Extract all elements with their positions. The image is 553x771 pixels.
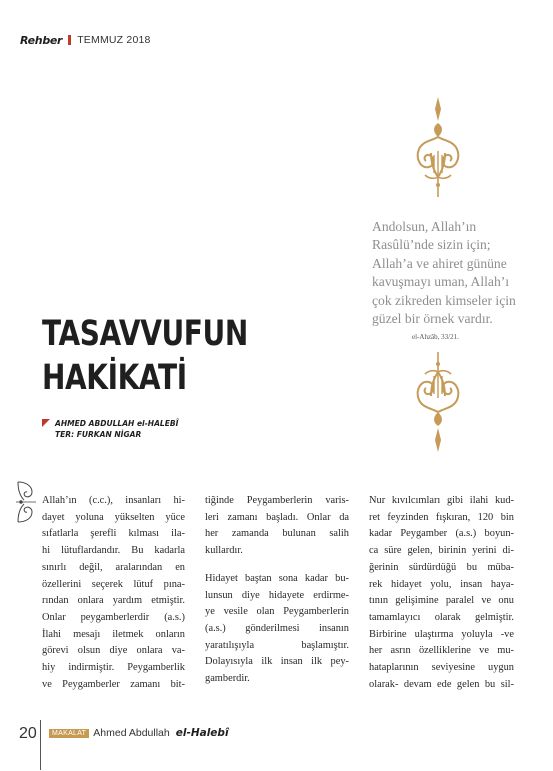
text-line: Onlar peygamberlerdir (a.s.): [42, 611, 185, 623]
text-line: Nur kıvılcımları gibi ilahi kud-: [369, 495, 514, 506]
text-line: tının gelişimine paralel ve onu: [369, 595, 514, 607]
text-line: sınırlı değil, aralarından en: [42, 561, 185, 573]
text-line: sıfatlarla şerefli kılması ila-: [42, 528, 185, 540]
text-line: özellerini seçerek lütuf pına-: [42, 578, 185, 590]
quote-line: kavuşmayı uman, Allah’ı: [372, 274, 510, 290]
text-line: ret feyzinden fışkıran, 120 bin: [369, 511, 514, 523]
body-column-3: [369, 493, 514, 693]
text-line: İlahi mesajı iletmek onların: [42, 628, 185, 640]
body-column-2: [205, 493, 349, 688]
title-line: TASAVVUFUN: [42, 314, 248, 354]
title-line: HAKİKATİ: [42, 358, 187, 398]
text-line: Birbirine ulaştırma yoluyla -ve: [369, 628, 514, 640]
footer-author-surname: el-Halebî: [175, 727, 229, 739]
text-line: kullardır.: [205, 545, 243, 557]
text-line: Allah’ın (c.c.), insanları hi-: [42, 495, 185, 506]
text-line: Dolayısıyla ilk insan ilk pey-: [205, 656, 349, 668]
text-line: ca süre gelen, birinin yerini di-: [369, 545, 514, 557]
text-line: her asrın özelliklerine ve mu-: [369, 645, 514, 657]
corner-flourish-icon: [14, 480, 38, 524]
floral-ornament-icon: [413, 97, 463, 197]
floral-ornament-icon: [413, 352, 463, 452]
text-line: kadar Peygamber (a.s.) boyun-: [369, 528, 514, 540]
text-line: ye vesile olan Peygamberlerin: [205, 606, 349, 618]
section-badge: MAKALAT: [49, 729, 89, 738]
body-column-1: [42, 493, 185, 693]
text-line: tiğinde Peygamberlerin varis-: [205, 495, 349, 506]
page-number: 20: [19, 725, 37, 742]
text-line: ve Peygamberler zamanı bit-: [42, 678, 185, 690]
quote-line: Allah’a ve ahiret gününe: [372, 255, 507, 271]
text-line: Hidayet baştan sona kadar bu-: [205, 572, 349, 584]
translator-name: TER: FURKAN NİGAR: [55, 429, 142, 439]
quote-line: çok zikreden kimseler için: [372, 292, 516, 308]
text-line: tamamlayıcı olarak gelmiştir.: [369, 611, 514, 623]
text-line: leri zamanı başladı. Onlar da: [205, 511, 349, 523]
text-line: ğerinin sürdürdüğü bu müba-: [369, 561, 514, 573]
byline: [55, 418, 178, 440]
pull-quote: [372, 218, 532, 328]
text-line: yaratılışıyla başlamıştır.: [205, 639, 349, 651]
article-title: [42, 312, 248, 400]
text-line: lunsun diye hidayete erdirme-: [205, 589, 349, 601]
text-line: gamberdir.: [205, 673, 250, 685]
quote-line: Rasûlü’nde sizin için;: [372, 237, 491, 253]
text-line: hataplarının seviyesine uygun: [369, 662, 514, 674]
footer-divider: [40, 720, 41, 770]
quote-source: el-Ahzâb, 33/21.: [412, 333, 459, 341]
text-line: hiy indirmiştir. Peygamberlik: [42, 662, 185, 674]
text-line: rek hidayet yolu, insan haya-: [369, 578, 514, 590]
text-line: her zamanda bulunan salih: [205, 528, 349, 540]
quote-line: güzel bir örnek vardır.: [372, 311, 493, 327]
text-line: dayet yoluna yükselten yüce: [42, 511, 185, 523]
issue-date: TEMMUZ 2018: [77, 34, 151, 46]
running-footer: [49, 727, 229, 739]
footer-author: Ahmed Abdullah: [93, 727, 170, 739]
magazine-logo: Rehber: [20, 33, 63, 47]
text-line: hi lütuflardandır. Bu kadarla: [42, 545, 185, 557]
quote-line: Andolsun, Allah’ın: [372, 219, 477, 234]
text-line: olarak- devam ede gelen bu sil-: [369, 678, 514, 690]
byline-marker: [42, 419, 50, 427]
header-separator: [68, 35, 71, 45]
running-header: [20, 33, 151, 47]
author-name: AHMED ABDULLAH el-HALEBÎ: [55, 418, 179, 428]
text-line: (a.s.) gönderilmesi insanın: [205, 622, 349, 634]
text-line: rından onlara yardım etmiştir.: [42, 595, 185, 607]
text-line: görevi olsun diye onlara va-: [42, 645, 185, 657]
paragraph-gap: [205, 560, 349, 571]
